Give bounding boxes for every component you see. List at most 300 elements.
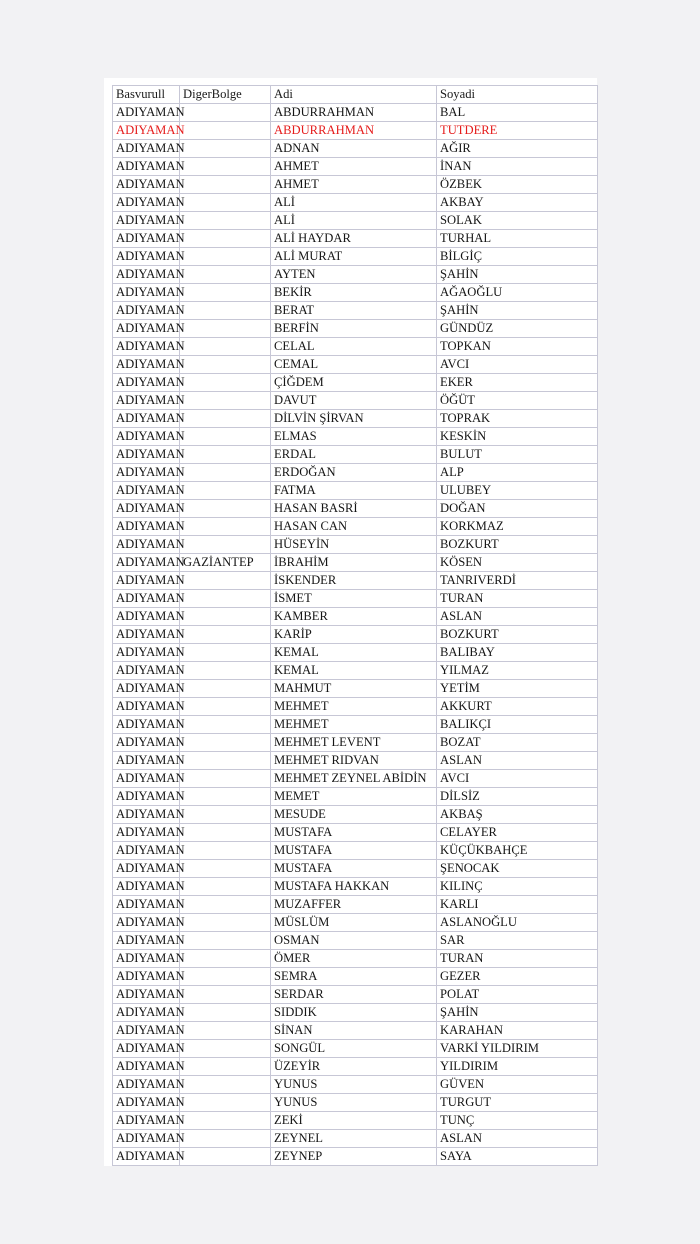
- cell-adi: MAHMUT: [271, 680, 437, 698]
- cell-basvuru: ADIYAMAN: [113, 266, 180, 284]
- table-row: [113, 266, 598, 284]
- cell-adi: YUNUS: [271, 1076, 437, 1094]
- cell-basvuru: ADIYAMAN: [113, 302, 180, 320]
- cell-diger-bolge: [180, 284, 271, 302]
- cell-soyadi: AĞAOĞLU: [437, 284, 598, 302]
- cell-diger-bolge: [180, 860, 271, 878]
- cell-adi: MUSTAFA HAKKAN: [271, 878, 437, 896]
- cell-adi: KAMBER: [271, 608, 437, 626]
- cell-soyadi: BOZKURT: [437, 536, 598, 554]
- cell-adi: MÜSLÜM: [271, 914, 437, 932]
- cell-adi: ABDURRAHMAN: [271, 122, 437, 140]
- cell-soyadi: KARLI: [437, 896, 598, 914]
- cell-diger-bolge: [180, 428, 271, 446]
- cell-basvuru: ADIYAMAN: [113, 1094, 180, 1112]
- cell-adi: YUNUS: [271, 1094, 437, 1112]
- cell-basvuru: ADIYAMAN: [113, 536, 180, 554]
- cell-adi: CELAL: [271, 338, 437, 356]
- table-row: [113, 698, 598, 716]
- cell-diger-bolge: [180, 788, 271, 806]
- cell-basvuru: ADIYAMAN: [113, 356, 180, 374]
- table-row: [113, 446, 598, 464]
- cell-basvuru: ADIYAMAN: [113, 572, 180, 590]
- cell-adi: ZEYNEP: [271, 1148, 437, 1166]
- cell-diger-bolge: [180, 752, 271, 770]
- table-row: [113, 500, 598, 518]
- table-row: [113, 338, 598, 356]
- table-row: [113, 1022, 598, 1040]
- cell-adi: ÇİĞDEM: [271, 374, 437, 392]
- cell-basvuru: ADIYAMAN: [113, 608, 180, 626]
- cell-basvuru: ADIYAMAN: [113, 968, 180, 986]
- table-row: [113, 680, 598, 698]
- cell-diger-bolge: [180, 896, 271, 914]
- cell-basvuru: ADIYAMAN: [113, 626, 180, 644]
- cell-soyadi: AKBAY: [437, 194, 598, 212]
- cell-adi: OSMAN: [271, 932, 437, 950]
- cell-diger-bolge: [180, 1112, 271, 1130]
- table-row: [113, 1076, 598, 1094]
- table-row: [113, 806, 598, 824]
- cell-soyadi: TURGUT: [437, 1094, 598, 1112]
- table-row: [113, 572, 598, 590]
- table-row: [113, 1130, 598, 1148]
- cell-diger-bolge: [180, 464, 271, 482]
- cell-diger-bolge: GAZİANTEP: [180, 554, 271, 572]
- cell-diger-bolge: [180, 482, 271, 500]
- cell-diger-bolge: [180, 1022, 271, 1040]
- header-basvuru: Basvurull: [113, 86, 180, 104]
- cell-basvuru: ADIYAMAN: [113, 806, 180, 824]
- cell-soyadi: YETİM: [437, 680, 598, 698]
- cell-diger-bolge: [180, 266, 271, 284]
- cell-diger-bolge: [180, 842, 271, 860]
- cell-adi: HÜSEYİN: [271, 536, 437, 554]
- cell-diger-bolge: [180, 1058, 271, 1076]
- cell-adi: MEHMET RIDVAN: [271, 752, 437, 770]
- cell-soyadi: ASLAN: [437, 752, 598, 770]
- cell-adi: BEKİR: [271, 284, 437, 302]
- cell-adi: HASAN BASRİ: [271, 500, 437, 518]
- table-row: [113, 320, 598, 338]
- cell-diger-bolge: [180, 230, 271, 248]
- cell-basvuru: ADIYAMAN: [113, 248, 180, 266]
- cell-diger-bolge: [180, 608, 271, 626]
- cell-diger-bolge: [180, 572, 271, 590]
- cell-soyadi: İNAN: [437, 158, 598, 176]
- cell-basvuru: ADIYAMAN: [113, 878, 180, 896]
- cell-soyadi: KÖSEN: [437, 554, 598, 572]
- table-row: [113, 662, 598, 680]
- cell-basvuru: ADIYAMAN: [113, 1130, 180, 1148]
- table-row: [113, 194, 598, 212]
- table-row: [113, 608, 598, 626]
- cell-basvuru: ADIYAMAN: [113, 770, 180, 788]
- cell-soyadi: SOLAK: [437, 212, 598, 230]
- cell-diger-bolge: [180, 302, 271, 320]
- cell-basvuru: ADIYAMAN: [113, 842, 180, 860]
- cell-basvuru: ADIYAMAN: [113, 1058, 180, 1076]
- cell-soyadi: POLAT: [437, 986, 598, 1004]
- table-row: [113, 590, 598, 608]
- cell-diger-bolge: [180, 122, 271, 140]
- table-row: [113, 284, 598, 302]
- cell-soyadi: AKBAŞ: [437, 806, 598, 824]
- cell-soyadi: DOĞAN: [437, 500, 598, 518]
- cell-basvuru: ADIYAMAN: [113, 860, 180, 878]
- table-row: [113, 968, 598, 986]
- header-diger-bolge: DigerBolge: [180, 86, 271, 104]
- cell-diger-bolge: [180, 158, 271, 176]
- table-row: [113, 1094, 598, 1112]
- table-row: [113, 1058, 598, 1076]
- cell-diger-bolge: [180, 1148, 271, 1166]
- cell-diger-bolge: [180, 698, 271, 716]
- cell-diger-bolge: [180, 986, 271, 1004]
- table-row: [113, 374, 598, 392]
- table-row: [113, 950, 598, 968]
- cell-diger-bolge: [180, 356, 271, 374]
- cell-soyadi: KARAHAN: [437, 1022, 598, 1040]
- cell-basvuru: ADIYAMAN: [113, 482, 180, 500]
- cell-soyadi: GÜNDÜZ: [437, 320, 598, 338]
- cell-diger-bolge: [180, 176, 271, 194]
- cell-adi: İSKENDER: [271, 572, 437, 590]
- cell-basvuru: ADIYAMAN: [113, 158, 180, 176]
- cell-basvuru: ADIYAMAN: [113, 1112, 180, 1130]
- cell-diger-bolge: [180, 824, 271, 842]
- cell-basvuru: ADIYAMAN: [113, 1040, 180, 1058]
- cell-diger-bolge: [180, 770, 271, 788]
- cell-adi: KEMAL: [271, 644, 437, 662]
- cell-adi: MEHMET ZEYNEL ABİDİN: [271, 770, 437, 788]
- cell-basvuru: ADIYAMAN: [113, 734, 180, 752]
- cell-basvuru: ADIYAMAN: [113, 428, 180, 446]
- table-row: [113, 770, 598, 788]
- cell-diger-bolge: [180, 932, 271, 950]
- cell-adi: MUSTAFA: [271, 842, 437, 860]
- cell-diger-bolge: [180, 320, 271, 338]
- table-row: [113, 122, 598, 140]
- cell-basvuru: ADIYAMAN: [113, 518, 180, 536]
- cell-basvuru: ADIYAMAN: [113, 1022, 180, 1040]
- cell-basvuru: ADIYAMAN: [113, 1076, 180, 1094]
- table-row: [113, 230, 598, 248]
- cell-adi: SİNAN: [271, 1022, 437, 1040]
- cell-adi: ERDOĞAN: [271, 464, 437, 482]
- cell-diger-bolge: [180, 1040, 271, 1058]
- cell-adi: ÜZEYİR: [271, 1058, 437, 1076]
- cell-soyadi: GEZER: [437, 968, 598, 986]
- table-row: [113, 896, 598, 914]
- cell-soyadi: SAYA: [437, 1148, 598, 1166]
- cell-basvuru: ADIYAMAN: [113, 644, 180, 662]
- cell-adi: ALİ: [271, 194, 437, 212]
- cell-basvuru: ADIYAMAN: [113, 590, 180, 608]
- cell-soyadi: KESKİN: [437, 428, 598, 446]
- cell-soyadi: ULUBEY: [437, 482, 598, 500]
- cell-soyadi: TUTDERE: [437, 122, 598, 140]
- cell-diger-bolge: [180, 392, 271, 410]
- cell-basvuru: ADIYAMAN: [113, 932, 180, 950]
- table-row: [113, 986, 598, 1004]
- cell-adi: İBRAHİM: [271, 554, 437, 572]
- cell-adi: BERFİN: [271, 320, 437, 338]
- cell-soyadi: ALP: [437, 464, 598, 482]
- cell-basvuru: ADIYAMAN: [113, 500, 180, 518]
- cell-diger-bolge: [180, 680, 271, 698]
- cell-soyadi: BAL: [437, 104, 598, 122]
- cell-basvuru: ADIYAMAN: [113, 338, 180, 356]
- cell-adi: ÖMER: [271, 950, 437, 968]
- cell-adi: CEMAL: [271, 356, 437, 374]
- cell-soyadi: BOZKURT: [437, 626, 598, 644]
- cell-soyadi: ŞENOCAK: [437, 860, 598, 878]
- cell-basvuru: ADIYAMAN: [113, 950, 180, 968]
- cell-adi: KARİP: [271, 626, 437, 644]
- cell-adi: KEMAL: [271, 662, 437, 680]
- table-row: [113, 104, 598, 122]
- cell-soyadi: TURHAL: [437, 230, 598, 248]
- cell-adi: ABDURRAHMAN: [271, 104, 437, 122]
- cell-diger-bolge: [180, 662, 271, 680]
- cell-adi: İSMET: [271, 590, 437, 608]
- cell-adi: DİLVİN ŞİRVAN: [271, 410, 437, 428]
- table-row: [113, 644, 598, 662]
- cell-basvuru: ADIYAMAN: [113, 392, 180, 410]
- cell-adi: MEHMET: [271, 716, 437, 734]
- cell-soyadi: YILDIRIM: [437, 1058, 598, 1076]
- cell-basvuru: ADIYAMAN: [113, 914, 180, 932]
- cell-basvuru: ADIYAMAN: [113, 1148, 180, 1166]
- table-row: [113, 212, 598, 230]
- cell-diger-bolge: [180, 1076, 271, 1094]
- cell-soyadi: AKKURT: [437, 698, 598, 716]
- cell-adi: BERAT: [271, 302, 437, 320]
- cell-soyadi: DİLSİZ: [437, 788, 598, 806]
- table-row: [113, 302, 598, 320]
- cell-diger-bolge: [180, 878, 271, 896]
- cell-basvuru: ADIYAMAN: [113, 140, 180, 158]
- table-row: [113, 464, 598, 482]
- table-body: [113, 86, 598, 1166]
- table-row: [113, 1040, 598, 1058]
- table-row: [113, 356, 598, 374]
- table-row: [113, 536, 598, 554]
- cell-diger-bolge: [180, 806, 271, 824]
- cell-basvuru: ADIYAMAN: [113, 464, 180, 482]
- cell-adi: ERDAL: [271, 446, 437, 464]
- cell-diger-bolge: [180, 1094, 271, 1112]
- cell-soyadi: ŞAHİN: [437, 1004, 598, 1022]
- table-row: [113, 518, 598, 536]
- table-row: [113, 788, 598, 806]
- cell-diger-bolge: [180, 194, 271, 212]
- cell-soyadi: ÖZBEK: [437, 176, 598, 194]
- cell-adi: DAVUT: [271, 392, 437, 410]
- cell-soyadi: YILMAZ: [437, 662, 598, 680]
- cell-basvuru: ADIYAMAN: [113, 194, 180, 212]
- cell-soyadi: TANRIVERDİ: [437, 572, 598, 590]
- cell-adi: MEHMET: [271, 698, 437, 716]
- cell-adi: MUSTAFA: [271, 824, 437, 842]
- cell-soyadi: GÜVEN: [437, 1076, 598, 1094]
- cell-basvuru: ADIYAMAN: [113, 374, 180, 392]
- cell-diger-bolge: [180, 248, 271, 266]
- header-soyadi: Soyadi: [437, 86, 598, 104]
- table-row: [113, 824, 598, 842]
- cell-diger-bolge: [180, 140, 271, 158]
- cell-adi: ALİ: [271, 212, 437, 230]
- cell-diger-bolge: [180, 518, 271, 536]
- cell-soyadi: ASLAN: [437, 1130, 598, 1148]
- cell-diger-bolge: [180, 644, 271, 662]
- cell-adi: FATMA: [271, 482, 437, 500]
- table-row: [113, 860, 598, 878]
- cell-soyadi: KÜÇÜKBAHÇE: [437, 842, 598, 860]
- table-row: [113, 752, 598, 770]
- cell-soyadi: ASLAN: [437, 608, 598, 626]
- cell-basvuru: ADIYAMAN: [113, 230, 180, 248]
- cell-diger-bolge: [180, 1004, 271, 1022]
- cell-diger-bolge: [180, 950, 271, 968]
- cell-basvuru: ADIYAMAN: [113, 284, 180, 302]
- cell-diger-bolge: [180, 212, 271, 230]
- cell-soyadi: BİLGİÇ: [437, 248, 598, 266]
- cell-adi: ALİ HAYDAR: [271, 230, 437, 248]
- table-row: [113, 1148, 598, 1166]
- cell-soyadi: SAR: [437, 932, 598, 950]
- cell-adi: MEMET: [271, 788, 437, 806]
- cell-adi: ZEKİ: [271, 1112, 437, 1130]
- cell-adi: HASAN CAN: [271, 518, 437, 536]
- table-row: [113, 878, 598, 896]
- cell-diger-bolge: [180, 968, 271, 986]
- cell-soyadi: ŞAHİN: [437, 302, 598, 320]
- cell-adi: AHMET: [271, 176, 437, 194]
- cell-soyadi: BALIKÇI: [437, 716, 598, 734]
- header-adi: Adi: [271, 86, 437, 104]
- cell-basvuru: ADIYAMAN: [113, 680, 180, 698]
- cell-adi: SIDDIK: [271, 1004, 437, 1022]
- cell-adi: MESUDE: [271, 806, 437, 824]
- cell-diger-bolge: [180, 1130, 271, 1148]
- cell-basvuru: ADIYAMAN: [113, 752, 180, 770]
- cell-adi: ADNAN: [271, 140, 437, 158]
- cell-diger-bolge: [180, 338, 271, 356]
- table-row: [113, 1112, 598, 1130]
- cell-basvuru: ADIYAMAN: [113, 410, 180, 428]
- cell-soyadi: AVCI: [437, 356, 598, 374]
- cell-basvuru: ADIYAMAN: [113, 446, 180, 464]
- cell-soyadi: TUNÇ: [437, 1112, 598, 1130]
- cell-diger-bolge: [180, 500, 271, 518]
- cell-adi: SERDAR: [271, 986, 437, 1004]
- cell-soyadi: BULUT: [437, 446, 598, 464]
- cell-basvuru: ADIYAMAN: [113, 662, 180, 680]
- cell-basvuru: ADIYAMAN: [113, 1004, 180, 1022]
- cell-basvuru: ADIYAMAN: [113, 320, 180, 338]
- table-row: [113, 158, 598, 176]
- cell-basvuru: ADIYAMAN: [113, 104, 180, 122]
- table-row: [113, 248, 598, 266]
- table-row: [113, 482, 598, 500]
- cell-diger-bolge: [180, 410, 271, 428]
- cell-soyadi: CELAYER: [437, 824, 598, 842]
- cell-adi: AHMET: [271, 158, 437, 176]
- cell-adi: ELMAS: [271, 428, 437, 446]
- table-row: [113, 140, 598, 158]
- cell-adi: ALİ MURAT: [271, 248, 437, 266]
- cell-soyadi: BALIBAY: [437, 644, 598, 662]
- cell-soyadi: TOPRAK: [437, 410, 598, 428]
- table-header-row: [113, 86, 598, 104]
- cell-diger-bolge: [180, 536, 271, 554]
- cell-soyadi: AVCI: [437, 770, 598, 788]
- document-sheet: [104, 78, 597, 1166]
- table-row: [113, 842, 598, 860]
- cell-adi: MUSTAFA: [271, 860, 437, 878]
- cell-soyadi: EKER: [437, 374, 598, 392]
- cell-adi: ZEYNEL: [271, 1130, 437, 1148]
- table-row: [113, 392, 598, 410]
- cell-basvuru: ADIYAMAN: [113, 698, 180, 716]
- table-row: [113, 626, 598, 644]
- cell-diger-bolge: [180, 104, 271, 122]
- table-row: [113, 932, 598, 950]
- table-row: [113, 410, 598, 428]
- cell-soyadi: VARKİ YILDIRIM: [437, 1040, 598, 1058]
- cell-basvuru: ADIYAMAN: [113, 986, 180, 1004]
- cell-diger-bolge: [180, 446, 271, 464]
- cell-basvuru: ADIYAMAN: [113, 176, 180, 194]
- cell-diger-bolge: [180, 626, 271, 644]
- cell-soyadi: ÖĞÜT: [437, 392, 598, 410]
- table-row: [113, 554, 598, 572]
- cell-adi: SONGÜL: [271, 1040, 437, 1058]
- cell-basvuru: ADIYAMAN: [113, 716, 180, 734]
- table-row: [113, 176, 598, 194]
- cell-basvuru: ADIYAMAN: [113, 554, 180, 572]
- cell-diger-bolge: [180, 590, 271, 608]
- cell-adi: SEMRA: [271, 968, 437, 986]
- cell-soyadi: KILINÇ: [437, 878, 598, 896]
- table-row: [113, 1004, 598, 1022]
- name-table: [112, 85, 598, 1166]
- cell-basvuru: ADIYAMAN: [113, 896, 180, 914]
- cell-basvuru: ADIYAMAN: [113, 788, 180, 806]
- cell-soyadi: ŞAHİN: [437, 266, 598, 284]
- cell-soyadi: BOZAT: [437, 734, 598, 752]
- cell-diger-bolge: [180, 734, 271, 752]
- table-row: [113, 716, 598, 734]
- table-row: [113, 734, 598, 752]
- cell-adi: MUZAFFER: [271, 896, 437, 914]
- table-row: [113, 914, 598, 932]
- cell-basvuru: ADIYAMAN: [113, 212, 180, 230]
- cell-soyadi: ASLANOĞLU: [437, 914, 598, 932]
- cell-diger-bolge: [180, 374, 271, 392]
- cell-soyadi: KORKMAZ: [437, 518, 598, 536]
- cell-soyadi: TURAN: [437, 590, 598, 608]
- cell-diger-bolge: [180, 716, 271, 734]
- cell-basvuru: ADIYAMAN: [113, 122, 180, 140]
- cell-basvuru: ADIYAMAN: [113, 824, 180, 842]
- cell-soyadi: AĞIR: [437, 140, 598, 158]
- cell-soyadi: TURAN: [437, 950, 598, 968]
- table-row: [113, 428, 598, 446]
- cell-diger-bolge: [180, 914, 271, 932]
